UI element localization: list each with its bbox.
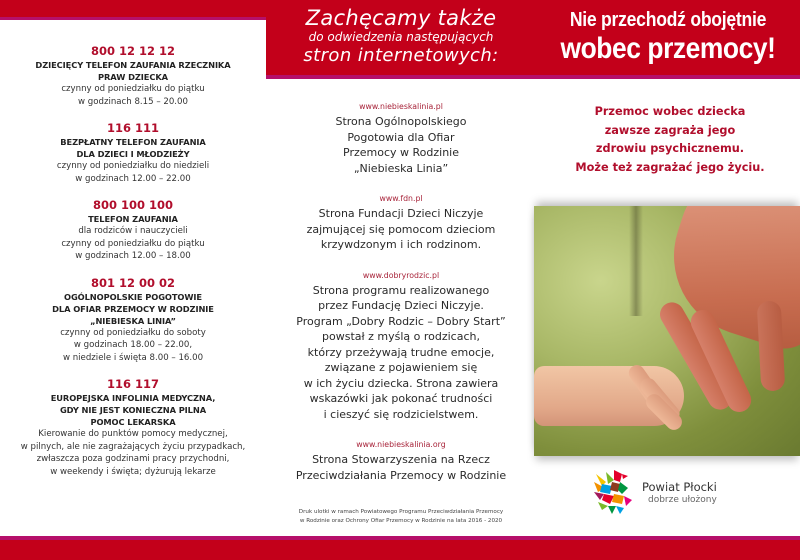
hotline-number: 801 12 00 02 xyxy=(90,275,176,290)
print-footnote xyxy=(276,508,526,525)
powiat-plocki-logo xyxy=(592,468,782,520)
website-url-link[interactable]: www.niebieskalinia.pl xyxy=(359,102,443,111)
website-url-link[interactable]: www.fdn.pl xyxy=(379,194,423,203)
bottom-banner xyxy=(0,536,800,560)
website-item xyxy=(276,270,526,423)
website-desc-line: wskazówki jak pokonać trudności xyxy=(309,392,493,405)
adult-thumb-shape xyxy=(757,300,786,391)
website-item xyxy=(276,193,526,253)
hotline-desc-line: czynny od poniedziałku do niedzieli xyxy=(56,161,210,171)
websites-heading-line1: Zachęcamy także xyxy=(305,6,497,30)
hotline-desc-line: w niedziele i święta 8.00 – 16.00 xyxy=(62,352,204,363)
logo-tagline: dobrze ułożony xyxy=(648,495,717,505)
website-description xyxy=(276,114,526,176)
website-desc-line: Strona Fundacji Dzieci Niczyje xyxy=(318,207,484,220)
website-desc-line: „Niebieska Linia” xyxy=(353,161,449,175)
hotline-name xyxy=(0,136,266,160)
hotline-desc-line: Kierowanie do punktów pomocy medycznej, xyxy=(38,429,228,439)
hotline-desc-line: w godzinach 18.00 – 22.00, xyxy=(73,340,193,350)
hotline-description xyxy=(0,83,266,108)
hotline-desc-line: w pilnych, ale nie zagrażających życiu przypadkach, xyxy=(20,441,246,452)
website-desc-line: Program „Dobry Rodzic – Dobry Start” xyxy=(296,314,506,328)
hotline-description xyxy=(0,327,266,365)
website-url-link[interactable]: www.dobryrodzic.pl xyxy=(362,270,440,280)
website-item xyxy=(276,101,526,176)
main-title-line2: wobec przemocy! xyxy=(560,32,776,65)
website-desc-line: Przeciwdziałania Przemocy w Rodzinie xyxy=(295,468,507,482)
hotline-desc-line: w godzinach 12.00 – 22.00 xyxy=(75,173,191,184)
websites-heading xyxy=(266,6,536,67)
logo-name: Powiat Płocki xyxy=(642,480,717,494)
hotline-name-line: DLA DZIECI I MŁODZIEŻY xyxy=(76,149,190,159)
hotline-name-line: „NIEBIESKA LINIA” xyxy=(90,315,176,326)
website-desc-line: Strona Ogólnopolskiego xyxy=(335,115,467,128)
warning-line: zdrowiu psychicznemu. xyxy=(595,142,745,155)
website-desc-line: i cieszyć się rodzicielstwem. xyxy=(323,407,479,421)
hotline-desc-line: czynny od poniedziałku do piątku xyxy=(61,84,205,94)
hotline-description xyxy=(0,160,266,185)
hotline-description xyxy=(0,428,266,478)
main-title-line1: Nie przechodź obojętnie xyxy=(569,9,767,31)
website-desc-line: którzy przeżywają trudne emocje, xyxy=(307,345,495,359)
footnote-line: w Rodzinie oraz Ochrony Ofiar Przemocy w Rodzinie na lata 2016 - 2020 xyxy=(299,517,503,524)
hotline-desc-line: czynny od poniedziałku do piątku xyxy=(61,238,205,249)
website-desc-line: Pogotowia dla Ofiar xyxy=(347,130,455,144)
website-url-link[interactable]: www.niebieskalinia.org xyxy=(356,440,446,449)
hotline-name-line: BEZPŁATNY TELEFON ZAUFANIA xyxy=(60,137,206,147)
hotline-item xyxy=(0,377,266,478)
hotline-name-line: DZIECIĘCY TELEFON ZAUFANIA RZECZNIKA xyxy=(35,60,231,70)
warning-line: Przemoc wobec dziecka xyxy=(594,105,746,118)
main-title xyxy=(536,8,800,66)
hotline-item xyxy=(0,121,266,185)
hotline-item xyxy=(0,276,266,365)
top-banner-left xyxy=(0,0,266,20)
website-desc-line: Przemocy w Rodzinie xyxy=(343,146,459,159)
hotline-description xyxy=(0,225,266,263)
hotline-name-line: GDY NIE JEST KONIECZNA PILNA xyxy=(59,405,207,415)
hotline-name-line: TELEFON ZAUFANIA xyxy=(88,214,178,224)
hotline-name xyxy=(0,392,266,428)
website-desc-line: krzywdzonym i ich rodzinom. xyxy=(320,238,482,251)
website-desc-line: w ich życiu dziecka. Strona zawiera xyxy=(303,376,499,390)
hotline-name-line: DLA OFIAR PRZEMOCY W RODZINIE xyxy=(52,303,214,314)
websites-heading-line2: do odwiedzenia następujących xyxy=(308,30,494,44)
hotline-desc-line: dla rodziców i nauczycieli xyxy=(78,226,188,236)
website-desc-line: powstał z myślą o rodzicach, xyxy=(322,330,480,343)
website-desc-line: przez Fundację Dzieci Niczyje. xyxy=(318,299,484,312)
warning-line: zawsze zagraża jego xyxy=(604,123,736,137)
warning-line: Może też zagrażać jego życiu. xyxy=(575,160,765,174)
website-desc-line: Strona programu realizowanego xyxy=(312,283,490,297)
hotline-name-line: PRAW DZIECKA xyxy=(98,72,168,82)
hotline-number: 116 111 xyxy=(106,121,159,135)
hotline-name xyxy=(0,213,266,225)
website-desc-line: zajmującej się pomocom dzieciom xyxy=(306,222,496,236)
websites-column xyxy=(276,101,526,500)
hotlines-column xyxy=(0,44,266,491)
hotline-number: 116 117 xyxy=(106,377,159,391)
hotline-name-line: EUROPEJSKA INFOLINIA MEDYCZNA, xyxy=(50,393,216,403)
websites-heading-line3: stron internetowych: xyxy=(303,45,499,66)
hotline-desc-line: w godzinach 8.15 – 20.00 xyxy=(78,96,188,107)
website-desc-line: Strona Stowarzyszenia na Rzecz xyxy=(312,453,490,466)
hotline-name xyxy=(0,59,266,83)
website-description xyxy=(276,452,526,483)
warning-message xyxy=(540,103,800,177)
hotline-desc-line: w godzinach 12.00 – 18.00 xyxy=(75,251,191,261)
hotline-number: 800 12 12 12 xyxy=(90,44,176,58)
hotline-desc-line: w weekendy i święta; dyżurują lekarze xyxy=(50,466,216,477)
website-item xyxy=(276,439,526,483)
hands-photo xyxy=(534,206,800,456)
footnote-line: Druk ulotki w ramach Powiatowego Programu Przeciwdziałania Przemocy xyxy=(298,509,504,515)
website-description xyxy=(276,206,526,253)
hotline-desc-line: zwłaszcza poza godzinami pracy przychodni, xyxy=(36,454,230,464)
hotline-name xyxy=(0,291,266,327)
tree-trunk-shape xyxy=(629,206,643,316)
hotline-desc-line: czynny od poniedziałku do soboty xyxy=(60,327,206,338)
website-desc-line: związane z pojawieniem się xyxy=(324,361,478,374)
puzzle-eagle-icon xyxy=(592,468,636,516)
website-description xyxy=(276,283,526,423)
hotline-name-line: OGÓLNOPOLSKIE POGOTOWIE xyxy=(64,291,202,302)
hotline-item xyxy=(0,44,266,108)
hotline-name-line: POMOC LEKARSKA xyxy=(90,417,176,427)
hotline-item xyxy=(0,198,266,263)
hotline-number: 800 100 100 xyxy=(92,198,174,212)
